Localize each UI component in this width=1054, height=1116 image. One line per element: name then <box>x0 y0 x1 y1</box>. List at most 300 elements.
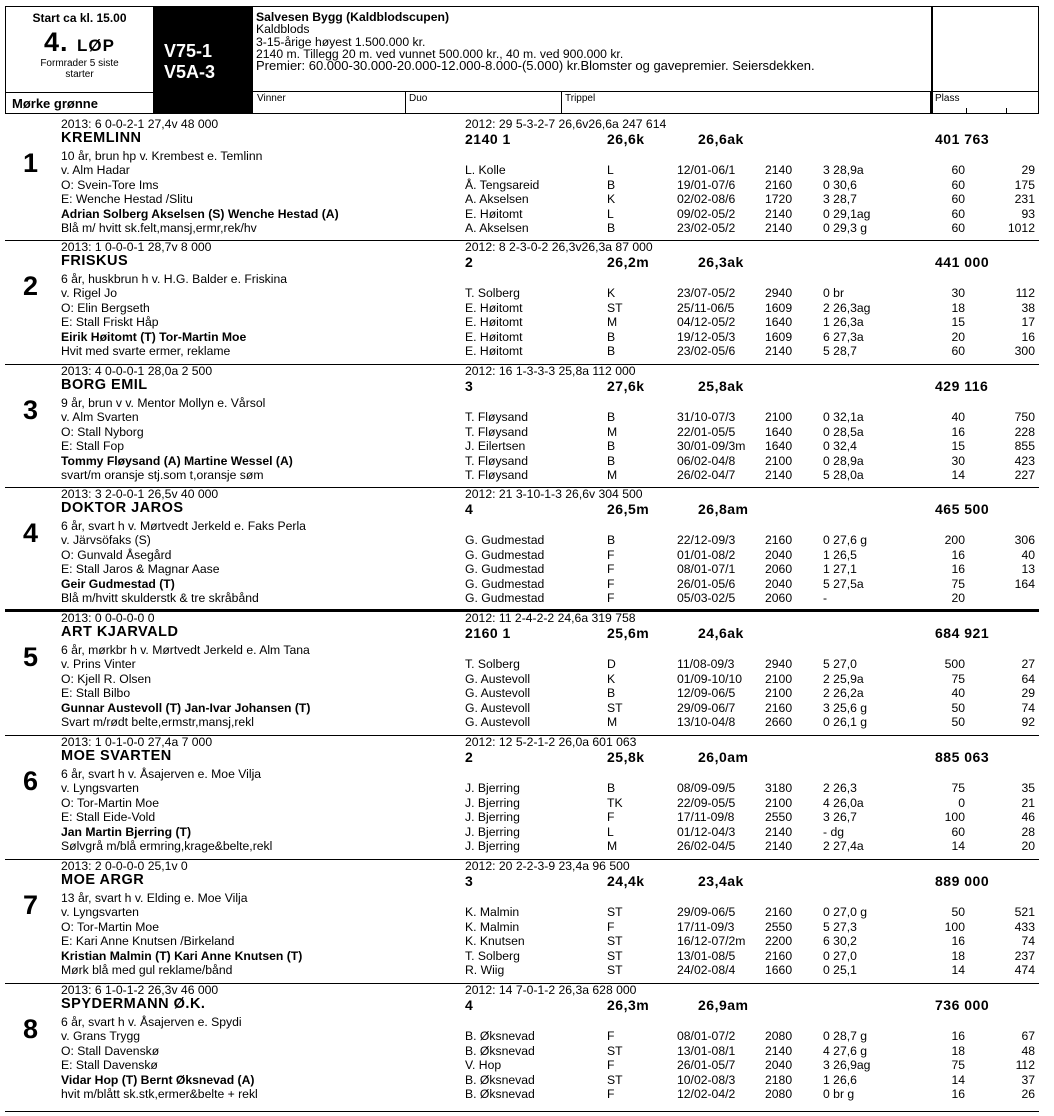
start-track: B <box>607 453 616 468</box>
horse-stable: E: Stall Friskt Håp <box>61 315 159 330</box>
start-distance: 2100 <box>765 795 793 810</box>
start-payout: 521 <box>1014 905 1035 919</box>
start-driver: T. Fløysand <box>465 410 528 424</box>
start-result: 0 27,0 g <box>823 905 868 919</box>
record-1: 25,6m <box>607 625 650 641</box>
start-payout: 67 <box>1021 1029 1035 1043</box>
record-2: 26,9am <box>698 997 749 1013</box>
start-odds: 60 <box>951 192 965 207</box>
start-distance: 2140 <box>765 163 793 177</box>
start-number: 5 <box>23 642 39 672</box>
start-result: 5 27,3 <box>823 919 857 934</box>
start-distance: 2140 <box>765 344 793 359</box>
start-odds: 16 <box>951 1087 965 1102</box>
race-header <box>5 6 1039 114</box>
horse-breeder: v. Rigel Jo <box>61 286 117 300</box>
start-driver: T. Solberg <box>465 286 520 300</box>
start-odds: 500 <box>944 657 965 671</box>
horse-stable: E: Wenche Hestad /Slitu <box>61 192 193 207</box>
start-distance: 1720 <box>765 192 793 207</box>
start-odds: 30 <box>951 286 965 300</box>
start-date: 22/01-05/5 <box>677 424 736 439</box>
start-driver: R. Wiig <box>465 963 505 978</box>
start-payout: 300 <box>1014 344 1035 359</box>
start-track: B <box>607 410 616 424</box>
horse-description: 6 år, svart h v. Åsajerven e. Spydi <box>61 1015 242 1029</box>
start-distance: 2940 <box>765 286 793 300</box>
start-distance: 2040 <box>765 1058 793 1073</box>
start-result: 0 27,0 <box>823 948 857 963</box>
start-result: 1 26,3a <box>823 315 864 330</box>
start-odds: 75 <box>951 576 965 591</box>
start-odds: 200 <box>944 533 965 547</box>
start-payout: 750 <box>1014 410 1035 424</box>
start-result: 2 26,3 <box>823 781 857 795</box>
start-driver: V. Hop <box>465 1058 502 1073</box>
horse-name: DOKTOR JAROS <box>61 500 184 516</box>
earnings: 429 116 <box>935 378 989 394</box>
start-odds: 100 <box>944 810 965 825</box>
start-date: 12/09-06/5 <box>677 686 736 701</box>
start-odds: 75 <box>951 671 965 686</box>
horse-owner: O: Tor-Martin Moe <box>61 919 159 934</box>
start-date: 25/11-06/5 <box>677 300 735 315</box>
start-date: 13/10-04/8 <box>677 715 736 730</box>
start-payout: 17 <box>1021 315 1035 330</box>
start-payout: 48 <box>1021 1043 1035 1058</box>
start-odds: 40 <box>951 410 965 424</box>
start-result: 0 26,1 g <box>823 715 868 730</box>
horse-breeder: v. Grans Trygg <box>61 1029 141 1043</box>
start-track: TK <box>607 795 623 810</box>
horse-stable: E: Stall Fop <box>61 439 124 454</box>
stats-2012: 2012: 12 5-2-1-2 26,0a 601 063 <box>465 735 637 749</box>
distance: 2 <box>465 749 474 765</box>
start-number: 2 <box>23 271 39 301</box>
start-number: 7 <box>23 890 39 920</box>
start-distance: 2160 <box>765 948 793 963</box>
horse-entry <box>5 118 1039 241</box>
start-result: 0 br g <box>823 1087 855 1102</box>
earnings: 401 763 <box>935 131 990 147</box>
start-track: B <box>607 439 616 454</box>
distance: 4 <box>465 997 474 1013</box>
start-odds: 16 <box>951 562 965 577</box>
race-info <box>256 11 926 72</box>
start-payout: 40 <box>1021 547 1035 562</box>
start-track: F <box>607 1087 615 1102</box>
horse-colors: hvit m/blått sk.stk,ermer&belte + rekl <box>61 1087 258 1102</box>
start-date: 17/11-09/3 <box>677 919 735 934</box>
start-result: 2 26,2a <box>823 686 864 701</box>
start-payout: 93 <box>1021 206 1035 221</box>
start-track: M <box>607 839 618 854</box>
record-2: 26,8am <box>698 501 749 517</box>
record-1: 27,6k <box>607 378 645 394</box>
start-payout: 21 <box>1021 795 1035 810</box>
start-driver: J. Bjerring <box>465 824 520 839</box>
start-date: 19/01-07/6 <box>677 177 736 192</box>
start-date: 08/01-07/1 <box>677 562 736 577</box>
start-track: L <box>607 163 614 177</box>
start-driver: G. Gudmestad <box>465 562 545 577</box>
earnings: 889 000 <box>935 873 990 889</box>
start-distance: 2140 <box>765 468 793 483</box>
start-date: 23/07-05/2 <box>677 286 736 300</box>
horse-entry <box>5 365 1039 488</box>
earnings: 465 500 <box>935 501 990 517</box>
start-date: 30/01-09/3m <box>677 439 746 454</box>
stats-2013: 2013: 4 0-0-0-1 28,0a 2 500 <box>61 364 213 378</box>
horse-driver: Tommy Fløysand (A) Martine Wessel (A) <box>61 453 293 468</box>
stats-2013: 2013: 2 0-0-0-0 25,1v 0 <box>61 859 188 873</box>
start-track: ST <box>607 1043 623 1058</box>
start-date: 13/01-08/5 <box>677 948 736 963</box>
start-date: 06/02-04/8 <box>677 453 736 468</box>
race-conditions: 3-15-årige høyest 1.500.000 kr. <box>256 34 426 49</box>
start-odds: 18 <box>951 1043 965 1058</box>
start-date: 31/10-07/3 <box>677 410 736 424</box>
start-date: 08/09-09/5 <box>677 781 736 795</box>
stats-2013: 2013: 1 0-0-0-1 28,7v 8 000 <box>61 240 212 254</box>
duo-label: Duo <box>409 93 428 104</box>
start-date: 24/02-08/4 <box>677 963 736 978</box>
race-class: Kaldblods <box>256 22 310 37</box>
horse-owner: O: Stall Davenskø <box>61 1043 160 1058</box>
race-distance: 2140 m. Tillegg 20 m. ved vunnet 500.000 kr., 40 m. ved 900.000 kr. <box>256 46 624 61</box>
horse-owner: O: Elin Bergseth <box>61 300 150 315</box>
start-payout: 74 <box>1021 700 1035 715</box>
start-track: ST <box>607 963 623 978</box>
start-distance: 1640 <box>765 424 793 439</box>
start-distance: 2040 <box>765 576 793 591</box>
horse-driver: Kristian Malmin (T) Kari Anne Knutsen (T) <box>61 948 303 963</box>
game-type-box: V75-1 V5A-3 <box>153 7 253 114</box>
start-result: 0 32,4 <box>823 439 857 454</box>
start-result: 5 28,0a <box>823 468 864 483</box>
horse-breeder: v. Järvsöfaks (S) <box>61 533 151 547</box>
start-result: 2 25,9a <box>823 671 864 686</box>
start-track: B <box>607 344 616 359</box>
horse-name: MOE ARGR <box>61 872 145 888</box>
start-payout: 433 <box>1014 919 1035 934</box>
horse-breeder: v. Lyngsvarten <box>61 905 139 919</box>
start-date: 26/02-04/7 <box>677 468 736 483</box>
start-odds: 20 <box>951 591 965 606</box>
start-date: 16/12-07/2m <box>677 934 746 949</box>
start-date: 29/09-06/5 <box>677 905 736 919</box>
start-payout: 27 <box>1021 657 1035 671</box>
horse-colors: Mørk blå med gul reklame/bånd <box>61 963 233 978</box>
start-distance: 2140 <box>765 206 793 221</box>
start-date: 01/01-08/2 <box>677 547 736 562</box>
horse-stable: E: Stall Eide-Vold <box>61 810 156 825</box>
start-track: M <box>607 424 618 439</box>
start-odds: 60 <box>951 344 965 359</box>
start-payout: 92 <box>1021 715 1035 730</box>
start-odds: 100 <box>944 919 965 934</box>
start-track: L <box>607 824 614 839</box>
horse-entry <box>5 241 1039 365</box>
start-driver: T. Solberg <box>465 657 520 671</box>
start-date: 08/01-07/2 <box>677 1029 736 1043</box>
start-result: 1 26,5 <box>823 547 857 562</box>
horse-driver: Eirik Høitomt (T) Tor-Martin Moe <box>61 329 247 344</box>
distance: 3 <box>465 378 474 394</box>
start-payout: 175 <box>1014 177 1035 192</box>
start-number: 6 <box>23 766 39 796</box>
earnings: 441 000 <box>935 254 990 270</box>
horse-entry <box>5 612 1039 736</box>
start-distance: 2060 <box>765 591 793 606</box>
horse-owner: O: Kjell R. Olsen <box>61 671 152 686</box>
start-result: 6 30,2 <box>823 934 857 949</box>
start-distance: 2060 <box>765 562 793 577</box>
start-odds: 14 <box>951 1072 965 1087</box>
distance: 3 <box>465 873 474 889</box>
horse-owner: O: Stall Nyborg <box>61 424 144 439</box>
start-track: L <box>607 206 614 221</box>
start-driver: T. Fløysand <box>465 453 528 468</box>
start-track: F <box>607 919 615 934</box>
start-track: B <box>607 221 616 236</box>
start-result: 0 32,1a <box>823 410 864 424</box>
start-distance: 2080 <box>765 1029 793 1043</box>
start-odds: 18 <box>951 948 965 963</box>
start-payout: 29 <box>1021 686 1035 701</box>
horse-breeder: v. Alm Hadar <box>61 163 130 177</box>
horse-stable: E: Kari Anne Knutsen /Birkeland <box>61 934 235 949</box>
stats-2013: 2013: 3 2-0-0-1 26,5v 40 000 <box>61 487 219 501</box>
start-payout: 423 <box>1014 453 1035 468</box>
start-distance: 2940 <box>765 657 793 671</box>
stats-2013: 2013: 0 0-0-0-0 0 <box>61 611 155 625</box>
race-prizes: Premier: 60.000-30.000-20.000-12.000-8.000-(5.000) kr.Blomster og gavepremier. Seiersdekken. <box>256 58 815 74</box>
horse-driver: Adrian Solberg Akselsen (S) Wenche Hestad (A) <box>61 206 339 221</box>
stats-2012: 2012: 8 2-3-0-2 26,3v26,3a 87 000 <box>465 240 653 254</box>
start-odds: 20 <box>951 329 965 344</box>
start-date: 13/01-08/1 <box>677 1043 736 1058</box>
start-driver: E. Høitomt <box>465 300 523 315</box>
start-result: 0 30,6 <box>823 177 857 192</box>
stats-2012: 2012: 21 3-10-1-3 26,6v 304 500 <box>465 487 643 501</box>
start-driver: G. Austevoll <box>465 671 531 686</box>
plass-label: Plass <box>935 93 960 104</box>
start-odds: 50 <box>951 715 965 730</box>
stats-2012: 2012: 14 7-0-1-2 26,3a 628 000 <box>465 983 637 997</box>
start-payout: 20 <box>1021 839 1035 854</box>
start-driver: G. Austevoll <box>465 700 531 715</box>
start-date: 19/12-05/3 <box>677 329 736 344</box>
start-date: 01/12-04/3 <box>677 824 736 839</box>
start-result: 0 29,1ag <box>823 206 871 221</box>
horse-description: 6 år, svart h v. Mørtvedt Jerkeld e. Faks Perla <box>61 519 306 533</box>
start-date: 17/11-09/8 <box>677 810 735 825</box>
race-title: Salvesen Bygg (Kaldblodscupen) <box>256 10 450 24</box>
start-time: Start ca kl. 15.00 <box>32 11 127 25</box>
start-payout: 474 <box>1014 963 1035 978</box>
start-odds: 60 <box>951 177 965 192</box>
record-2: 23,4ak <box>698 873 744 889</box>
start-distance: 2100 <box>765 686 793 701</box>
start-driver: G. Gudmestad <box>465 547 545 562</box>
start-result: 2 26,3ag <box>823 300 871 315</box>
start-distance: 2180 <box>765 1072 793 1087</box>
earnings: 885 063 <box>935 749 990 765</box>
start-track: ST <box>607 905 623 919</box>
start-track: B <box>607 781 616 795</box>
start-distance: 2200 <box>765 934 793 949</box>
start-result: - dg <box>823 824 845 839</box>
start-distance: 2160 <box>765 177 793 192</box>
start-driver: E. Høitomt <box>465 315 523 330</box>
record-2: 24,6ak <box>698 625 744 641</box>
start-payout: 35 <box>1021 781 1035 795</box>
start-odds: 14 <box>951 963 965 978</box>
stats-2012: 2012: 29 5-3-2-7 26,6v26,6a 247 614 <box>465 117 667 131</box>
record-2: 26,0am <box>698 749 749 765</box>
start-distance: 1660 <box>765 963 793 978</box>
start-driver: J. Bjerring <box>465 839 520 854</box>
start-date: 02/02-08/6 <box>677 192 736 207</box>
start-distance: 1640 <box>765 315 793 330</box>
horse-stable: E: Stall Bilbo <box>61 686 131 701</box>
start-date: 10/02-08/3 <box>677 1072 736 1087</box>
start-result: 0 27,6 g <box>823 533 868 547</box>
number-color: Mørke grønne <box>6 92 153 114</box>
start-payout: 74 <box>1021 934 1035 949</box>
horse-name: MOE SVARTEN <box>61 748 172 764</box>
start-result: 0 28,9a <box>823 453 864 468</box>
start-payout: 1012 <box>1007 221 1035 236</box>
start-driver: G. Gudmestad <box>465 591 545 606</box>
start-driver: Å. Tengsareid <box>465 177 540 192</box>
start-track: F <box>607 810 615 825</box>
start-odds: 30 <box>951 453 965 468</box>
start-driver: B. Øksnevad <box>465 1043 535 1058</box>
start-driver: G. Gudmestad <box>465 533 545 547</box>
record-1: 25,8k <box>607 749 645 765</box>
stats-2013: 2013: 6 1-0-1-2 26,3v 46 000 <box>61 983 219 997</box>
start-number: 1 <box>23 148 39 178</box>
start-distance: 3180 <box>765 781 793 795</box>
start-track: F <box>607 1058 615 1073</box>
start-distance: 2660 <box>765 715 793 730</box>
start-track: K <box>607 192 616 207</box>
start-distance: 2160 <box>765 700 793 715</box>
horse-description: 9 år, brun v v. Mentor Mollyn e. Vårsol <box>61 396 266 410</box>
start-track: ST <box>607 934 623 949</box>
start-track: ST <box>607 948 623 963</box>
distance: 2160 1 <box>465 625 511 641</box>
start-odds: 15 <box>951 439 965 454</box>
start-driver: K. Knutsen <box>465 934 525 949</box>
start-payout: 112 <box>1015 1058 1035 1073</box>
start-track: M <box>607 715 618 730</box>
stats-2013: 2013: 6 0-0-2-1 27,4v 48 000 <box>61 117 219 131</box>
start-payout: 228 <box>1014 424 1035 439</box>
start-driver: K. Malmin <box>465 905 520 919</box>
distance: 4 <box>465 501 474 517</box>
start-odds: 16 <box>951 934 965 949</box>
start-track: F <box>607 562 615 577</box>
start-result: 5 27,5a <box>823 576 864 591</box>
start-date: 04/12-05/2 <box>677 315 736 330</box>
start-track: K <box>607 671 616 686</box>
start-number: 3 <box>23 395 39 425</box>
start-track: F <box>607 547 615 562</box>
start-track: K <box>607 286 616 300</box>
start-track: M <box>607 315 618 330</box>
horse-description: 13 år, svart h v. Elding e. Moe Vilja <box>61 891 248 905</box>
start-date: 26/01-05/6 <box>677 576 736 591</box>
start-track: F <box>607 591 615 606</box>
start-result: 0 br <box>823 286 845 300</box>
start-date: 12/01-06/1 <box>677 163 736 177</box>
horse-name: ART KJARVALD <box>61 624 179 640</box>
horse-entry <box>5 488 1039 612</box>
horse-colors: Svart m/rødt belte,ermstr,mansj,rekl <box>61 715 255 730</box>
start-track: ST <box>607 300 623 315</box>
start-track: M <box>607 468 618 483</box>
start-driver: B. Øksnevad <box>465 1072 535 1087</box>
start-driver: J. Bjerring <box>465 781 520 795</box>
start-odds: 16 <box>951 1029 965 1043</box>
start-payout: 28 <box>1021 824 1035 839</box>
start-driver: J. Bjerring <box>465 810 520 825</box>
start-driver: J. Bjerring <box>465 795 520 810</box>
start-odds: 0 <box>958 795 965 810</box>
start-track: B <box>607 686 616 701</box>
start-result: 3 28,9a <box>823 163 864 177</box>
horse-name: FRISKUS <box>61 253 129 269</box>
record-2: 26,3ak <box>698 254 744 270</box>
start-distance: 2140 <box>765 839 793 854</box>
horse-name: BORG EMIL <box>61 377 148 393</box>
start-driver: L. Kolle <box>465 163 506 177</box>
start-distance: 2140 <box>765 824 793 839</box>
record-1: 26,3m <box>607 997 650 1013</box>
start-driver: E. Høitomt <box>465 329 523 344</box>
horse-driver: Vidar Hop (T) Bernt Øksnevad (A) <box>61 1072 255 1087</box>
start-payout: 237 <box>1014 948 1035 963</box>
horse-stable: E: Stall Davenskø <box>61 1058 158 1073</box>
start-track: F <box>607 576 615 591</box>
horse-stable: E: Stall Jaros & Magnar Aase <box>61 562 220 577</box>
start-driver: G. Austevoll <box>465 686 531 701</box>
start-distance: 2040 <box>765 547 793 562</box>
start-driver: T. Fløysand <box>465 424 528 439</box>
start-distance: 2160 <box>765 533 793 547</box>
horse-breeder: v. Lyngsvarten <box>61 781 139 795</box>
start-payout: 29 <box>1021 163 1035 177</box>
horse-description: 6 år, mørkbr h v. Mørtvedt Jerkeld e. Alm Tana <box>61 643 310 657</box>
horse-entry <box>5 984 1039 1112</box>
start-distance: 2080 <box>765 1087 793 1102</box>
start-payout: 855 <box>1014 439 1035 454</box>
start-result: 4 27,6 g <box>823 1043 868 1058</box>
start-date: 29/09-06/7 <box>677 700 736 715</box>
start-driver: T. Solberg <box>465 948 520 963</box>
start-date: 23/02-05/6 <box>677 344 736 359</box>
start-date: 23/02-05/2 <box>677 221 736 236</box>
start-odds: 16 <box>951 424 965 439</box>
start-odds: 15 <box>951 315 965 330</box>
start-odds: 75 <box>951 781 965 795</box>
start-odds: 60 <box>951 206 965 221</box>
start-result: 4 26,0a <box>823 795 864 810</box>
horse-colors: Hvit med svarte ermer, reklame <box>61 344 231 359</box>
